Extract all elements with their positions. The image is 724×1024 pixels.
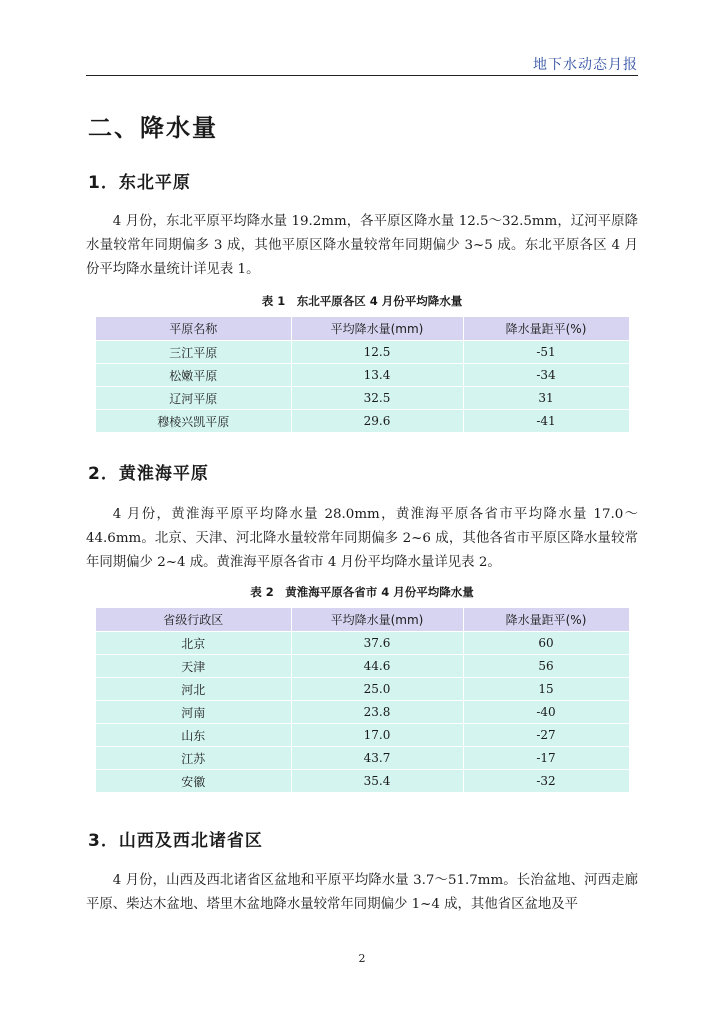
column-header-province: 省级行政区: [96, 608, 291, 632]
table-cell-province: 天津: [96, 655, 291, 678]
table-cell-avg-precipitation: 25.0: [291, 678, 463, 701]
paragraph-northeast: 4 月份，东北平原平均降水量 19.2mm，各平原区降水量 12.5～32.5mm，辽河平原降水量较常年同期偏多 3 成，其他平原区降水量较常年同期偏少 3~5 成。东北平原各区 4 月份平均降水量统计详见表 1。: [86, 214, 638, 277]
column-header-avg-precipitation: 平均降水量(mm): [291, 317, 463, 341]
table-row: [96, 770, 629, 793]
table-cell-anomaly: 60: [463, 632, 629, 655]
table-cell-avg-precipitation: 35.4: [291, 770, 463, 793]
table-cell-anomaly: 56: [463, 655, 629, 678]
paragraph-huanghuaihai: 4 月份，黄淮海平原平均降水量 28.0mm，黄淮海平原各省市平均降水量 17.0～44.6mm。北京、天津、河北降水量较常年同期偏多 2~6 成，其他各省市平原区降水量较常年同期偏少 2~4 成。黄淮海平原各省市 4 月份平均降水量详见表 2。: [86, 507, 638, 570]
table-cell-anomaly: -17: [463, 747, 629, 770]
table-1: [96, 317, 630, 433]
table-cell-anomaly: 15: [463, 678, 629, 701]
table-row: [96, 632, 629, 655]
table-1-caption: 表 1 东北平原各区 4 月份平均降水量: [261, 294, 463, 308]
table-2-caption: 表 2 黄淮海平原各省市 4 月份平均降水量: [250, 585, 474, 599]
table-row: [96, 747, 629, 770]
table-row: [96, 701, 629, 724]
table-cell-avg-precipitation: 37.6: [291, 632, 463, 655]
table-cell-province: 山东: [96, 724, 291, 747]
subsection-title-huanghuaihai: 2．黄淮海平原: [88, 464, 209, 484]
table-cell-province: 安徽: [96, 770, 291, 793]
subsection-title-northeast: 1．东北平原: [88, 173, 191, 193]
column-header-anomaly: 降水量距平(%): [463, 317, 629, 341]
table-header-row: [96, 608, 629, 632]
table-row: [96, 410, 629, 433]
table-cell-region: 辽河平原: [96, 387, 291, 410]
table-header-row: [96, 317, 629, 341]
table-cell-region: 穆棱兴凯平原: [96, 410, 291, 433]
column-header-region: 平原名称: [96, 317, 291, 341]
column-header-anomaly: 降水量距平(%): [463, 608, 629, 632]
table-cell-province: 北京: [96, 632, 291, 655]
table-cell-anomaly: -41: [463, 410, 629, 433]
table-cell-avg-precipitation: 43.7: [291, 747, 463, 770]
table-2: [96, 608, 630, 793]
table-cell-region: 松嫩平原: [96, 364, 291, 387]
table-cell-anomaly: -51: [463, 341, 629, 364]
table-cell-avg-precipitation: 32.5: [291, 387, 463, 410]
table-cell-anomaly: -32: [463, 770, 629, 793]
table-row: [96, 655, 629, 678]
subsection-title-shanxi-northwest: 3．山西及西北诸省区: [88, 831, 263, 851]
table-cell-province: 河南: [96, 701, 291, 724]
table-cell-anomaly: -40: [463, 701, 629, 724]
section-title: 二、降水量: [88, 114, 218, 142]
table-cell-anomaly: 31: [463, 387, 629, 410]
header-divider: [86, 75, 638, 76]
paragraph-shanxi-northwest: 4 月份，山西及西北诸省区盆地和平原平均降水量 3.7～51.7mm。长治盆地、河西走廊平原、柴达木盆地、塔里木盆地降水量较常年同期偏少 1~4 成，其他省区盆地及平: [86, 873, 638, 912]
table-cell-province: 河北: [96, 678, 291, 701]
table-row: [96, 341, 629, 364]
table-cell-avg-precipitation: 12.5: [291, 341, 463, 364]
table-row: [96, 724, 629, 747]
table-cell-anomaly: -34: [463, 364, 629, 387]
table-row: [96, 364, 629, 387]
table-cell-province: 江苏: [96, 747, 291, 770]
table-cell-avg-precipitation: 44.6: [291, 655, 463, 678]
table-row: [96, 678, 629, 701]
page-number: 2: [358, 952, 366, 965]
report-header-title: 地下水动态月报: [533, 57, 638, 73]
table-cell-region: 三江平原: [96, 341, 291, 364]
table-cell-avg-precipitation: 13.4: [291, 364, 463, 387]
table-cell-avg-precipitation: 17.0: [291, 724, 463, 747]
table-cell-avg-precipitation: 29.6: [291, 410, 463, 433]
column-header-avg-precipitation: 平均降水量(mm): [291, 608, 463, 632]
table-cell-anomaly: -27: [463, 724, 629, 747]
table-cell-avg-precipitation: 23.8: [291, 701, 463, 724]
table-row: [96, 387, 629, 410]
